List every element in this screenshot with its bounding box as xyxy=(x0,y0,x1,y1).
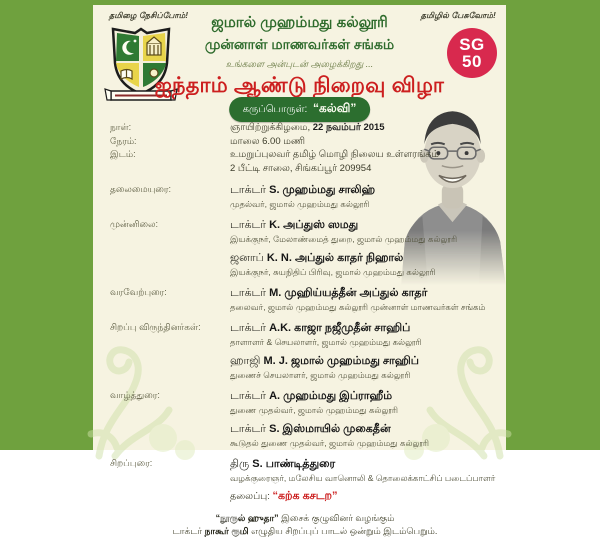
honorific: திரு xyxy=(230,458,252,470)
honorific: ஜனாப் xyxy=(230,252,267,264)
topic-value: “கற்க கசடற” xyxy=(272,490,337,502)
section-label: வாழ்த்துரை: xyxy=(110,390,230,449)
person-designation: கூடுதல் துணை முதல்வர், ஜமால் முஹம்மது கல்லூரி xyxy=(230,437,500,449)
person-name: A.K. காஜா நஜீமுதீன் சாஹிப் xyxy=(269,322,410,334)
person-designation: இயக்குநர், சுயநிதிப் பிரிவு, ஜமால் முஹம்மது கல்லூரி xyxy=(230,266,500,278)
music-group-name: “நூருல் ஹுதா” xyxy=(216,513,279,523)
person-designation: துணை முதல்வர், ஜமால் முஹம்மது கல்லூரி xyxy=(230,404,500,416)
left-motto: தமிழை நேசிப்போம்! xyxy=(109,11,188,21)
sg50-line2: 50 xyxy=(462,53,482,70)
footer-note xyxy=(110,512,500,537)
theme-label: கருப்பொருள்: xyxy=(243,104,308,115)
event-title: ஐந்தாம் ஆண்டு நிறைவு விழா xyxy=(93,74,506,100)
program-entry xyxy=(230,322,500,348)
college-name-line2: முன்னாள் மாணவர்கள் சங்கம் xyxy=(93,36,506,55)
talk-topic xyxy=(230,490,500,504)
college-name-line1: ஜமால் முஹம்மது கல்லூரி xyxy=(93,14,506,33)
person-designation: துணைச் செயலாளர், ஜமால் முஹம்மது கல்லூரி xyxy=(230,369,500,381)
person-designation: இயக்குநர், மேலாண்மைத் துறை, ஜமால் முஹம்மது கல்லூரி xyxy=(230,233,500,245)
person-name: S. இஸ்மாயில் முகைதீன் xyxy=(269,423,391,435)
invitation-flyer xyxy=(93,5,506,450)
person-name: A. முஹம்மது இப்ராஹீம் xyxy=(269,390,392,402)
honorific: ஹாஜி xyxy=(230,355,263,367)
honorific: டாக்டர் xyxy=(230,390,269,402)
program-section xyxy=(110,184,500,210)
date-bold: 22 நவம்பர் 2015 xyxy=(313,122,385,133)
honorific: டாக்டர் xyxy=(230,184,269,196)
section-label: சிறப்பு விருந்தினர்கள்: xyxy=(110,322,230,381)
honorific: டாக்டர் xyxy=(230,219,269,231)
program-section xyxy=(110,322,500,381)
right-motto: தமிழில் பேசுவோம்! xyxy=(421,11,496,21)
program-entry xyxy=(230,252,500,278)
honorific: டாக்டர் xyxy=(230,423,269,435)
date-label: நாள்: xyxy=(110,122,230,134)
theme-badge xyxy=(229,97,371,122)
honorific: டாக்டர் xyxy=(230,287,269,299)
footer-line1 xyxy=(110,512,500,525)
program-section xyxy=(110,458,500,504)
header-block xyxy=(93,14,506,100)
footer-line1-rest: இசைக் குழுவினர் வழங்கும் xyxy=(279,513,395,523)
date-row xyxy=(110,121,500,135)
program-entry xyxy=(230,287,500,313)
programme-details xyxy=(110,121,500,537)
program-section xyxy=(110,390,500,449)
person-name: M. J. ஜமால் முஹம்மது சாஹிப் xyxy=(263,355,418,367)
program-entry xyxy=(230,219,500,245)
venue-row xyxy=(110,148,500,175)
section-label: சிறப்புரை: xyxy=(110,458,230,504)
venue-label: இடம்: xyxy=(110,149,230,161)
program-section xyxy=(110,219,500,278)
person-designation: வழக்குரைஞர், மலேசிய வானொலி & தொலைக்காட்சிப் படைப்பாளர் xyxy=(230,472,500,484)
venue-value xyxy=(230,148,500,175)
topic-label: தலைப்பு: xyxy=(230,491,272,502)
time-row xyxy=(110,135,500,149)
program-section xyxy=(110,287,500,313)
venue-line2: 2 பீட்டி சாலை, சிங்கப்பூர் 209954 xyxy=(230,163,371,174)
date-value xyxy=(230,121,500,135)
invite-line: உங்களை அன்புடன் அழைக்கிறது ... xyxy=(93,59,506,71)
section-label: வரவேற்புரை: xyxy=(110,287,230,313)
sg50-line1: SG xyxy=(459,36,485,53)
program-entry xyxy=(230,355,500,381)
person-name: S. முஹம்மது சாலிஹ் xyxy=(269,184,375,196)
section-label: முன்னிலை: xyxy=(110,219,230,278)
program-entry xyxy=(230,390,500,416)
footer-line2-rest: எழுதிய சிறப்புப் பாடல் ஒன்றும் இடம்பெறும். xyxy=(249,526,438,536)
person-designation: தலைவர், ஜமால் முஹம்மது கல்லூரி முன்னாள் மாணவர்கள் சங்கம் xyxy=(230,301,500,313)
section-label: தலைமையுரை: xyxy=(110,184,230,210)
person-designation: தாளாளர் & செயலாளர், ஜமால் முஹம்மது கல்லூரி xyxy=(230,336,500,348)
theme-value: “கல்வி” xyxy=(313,101,356,115)
date-day: ஞாயிற்றுக்கிழமை, xyxy=(230,122,313,133)
venue-line1: உமறுப்புலவர் தமிழ் மொழி நிலைய உள்ளரங்கம் xyxy=(230,149,439,160)
person-name: M. முஹிய்யத்தீன் அப்துல் காதர் xyxy=(269,287,427,299)
footer-line2 xyxy=(110,525,500,537)
time-label: நேரம்: xyxy=(110,136,230,148)
person-name: K. N. அப்துல் காதர் நிஹால் xyxy=(267,252,403,264)
program-entry xyxy=(230,458,500,504)
program-entry xyxy=(230,184,500,210)
program-entry xyxy=(230,423,500,449)
time-value: மாலை 6.00 மணி xyxy=(230,135,500,149)
person-name: S. பாண்டித்துரை xyxy=(252,458,335,470)
person-name: K. அப்துஸ் ஸமது xyxy=(269,219,358,231)
songwriter-name: நாகூர் ரூமி xyxy=(205,526,249,536)
honorific: டாக்டர் xyxy=(230,322,269,334)
footer-line2-pre: டாக்டர் xyxy=(173,526,205,536)
person-designation: முதல்வர், ஜமால் முஹம்மது கல்லூரி xyxy=(230,198,500,210)
